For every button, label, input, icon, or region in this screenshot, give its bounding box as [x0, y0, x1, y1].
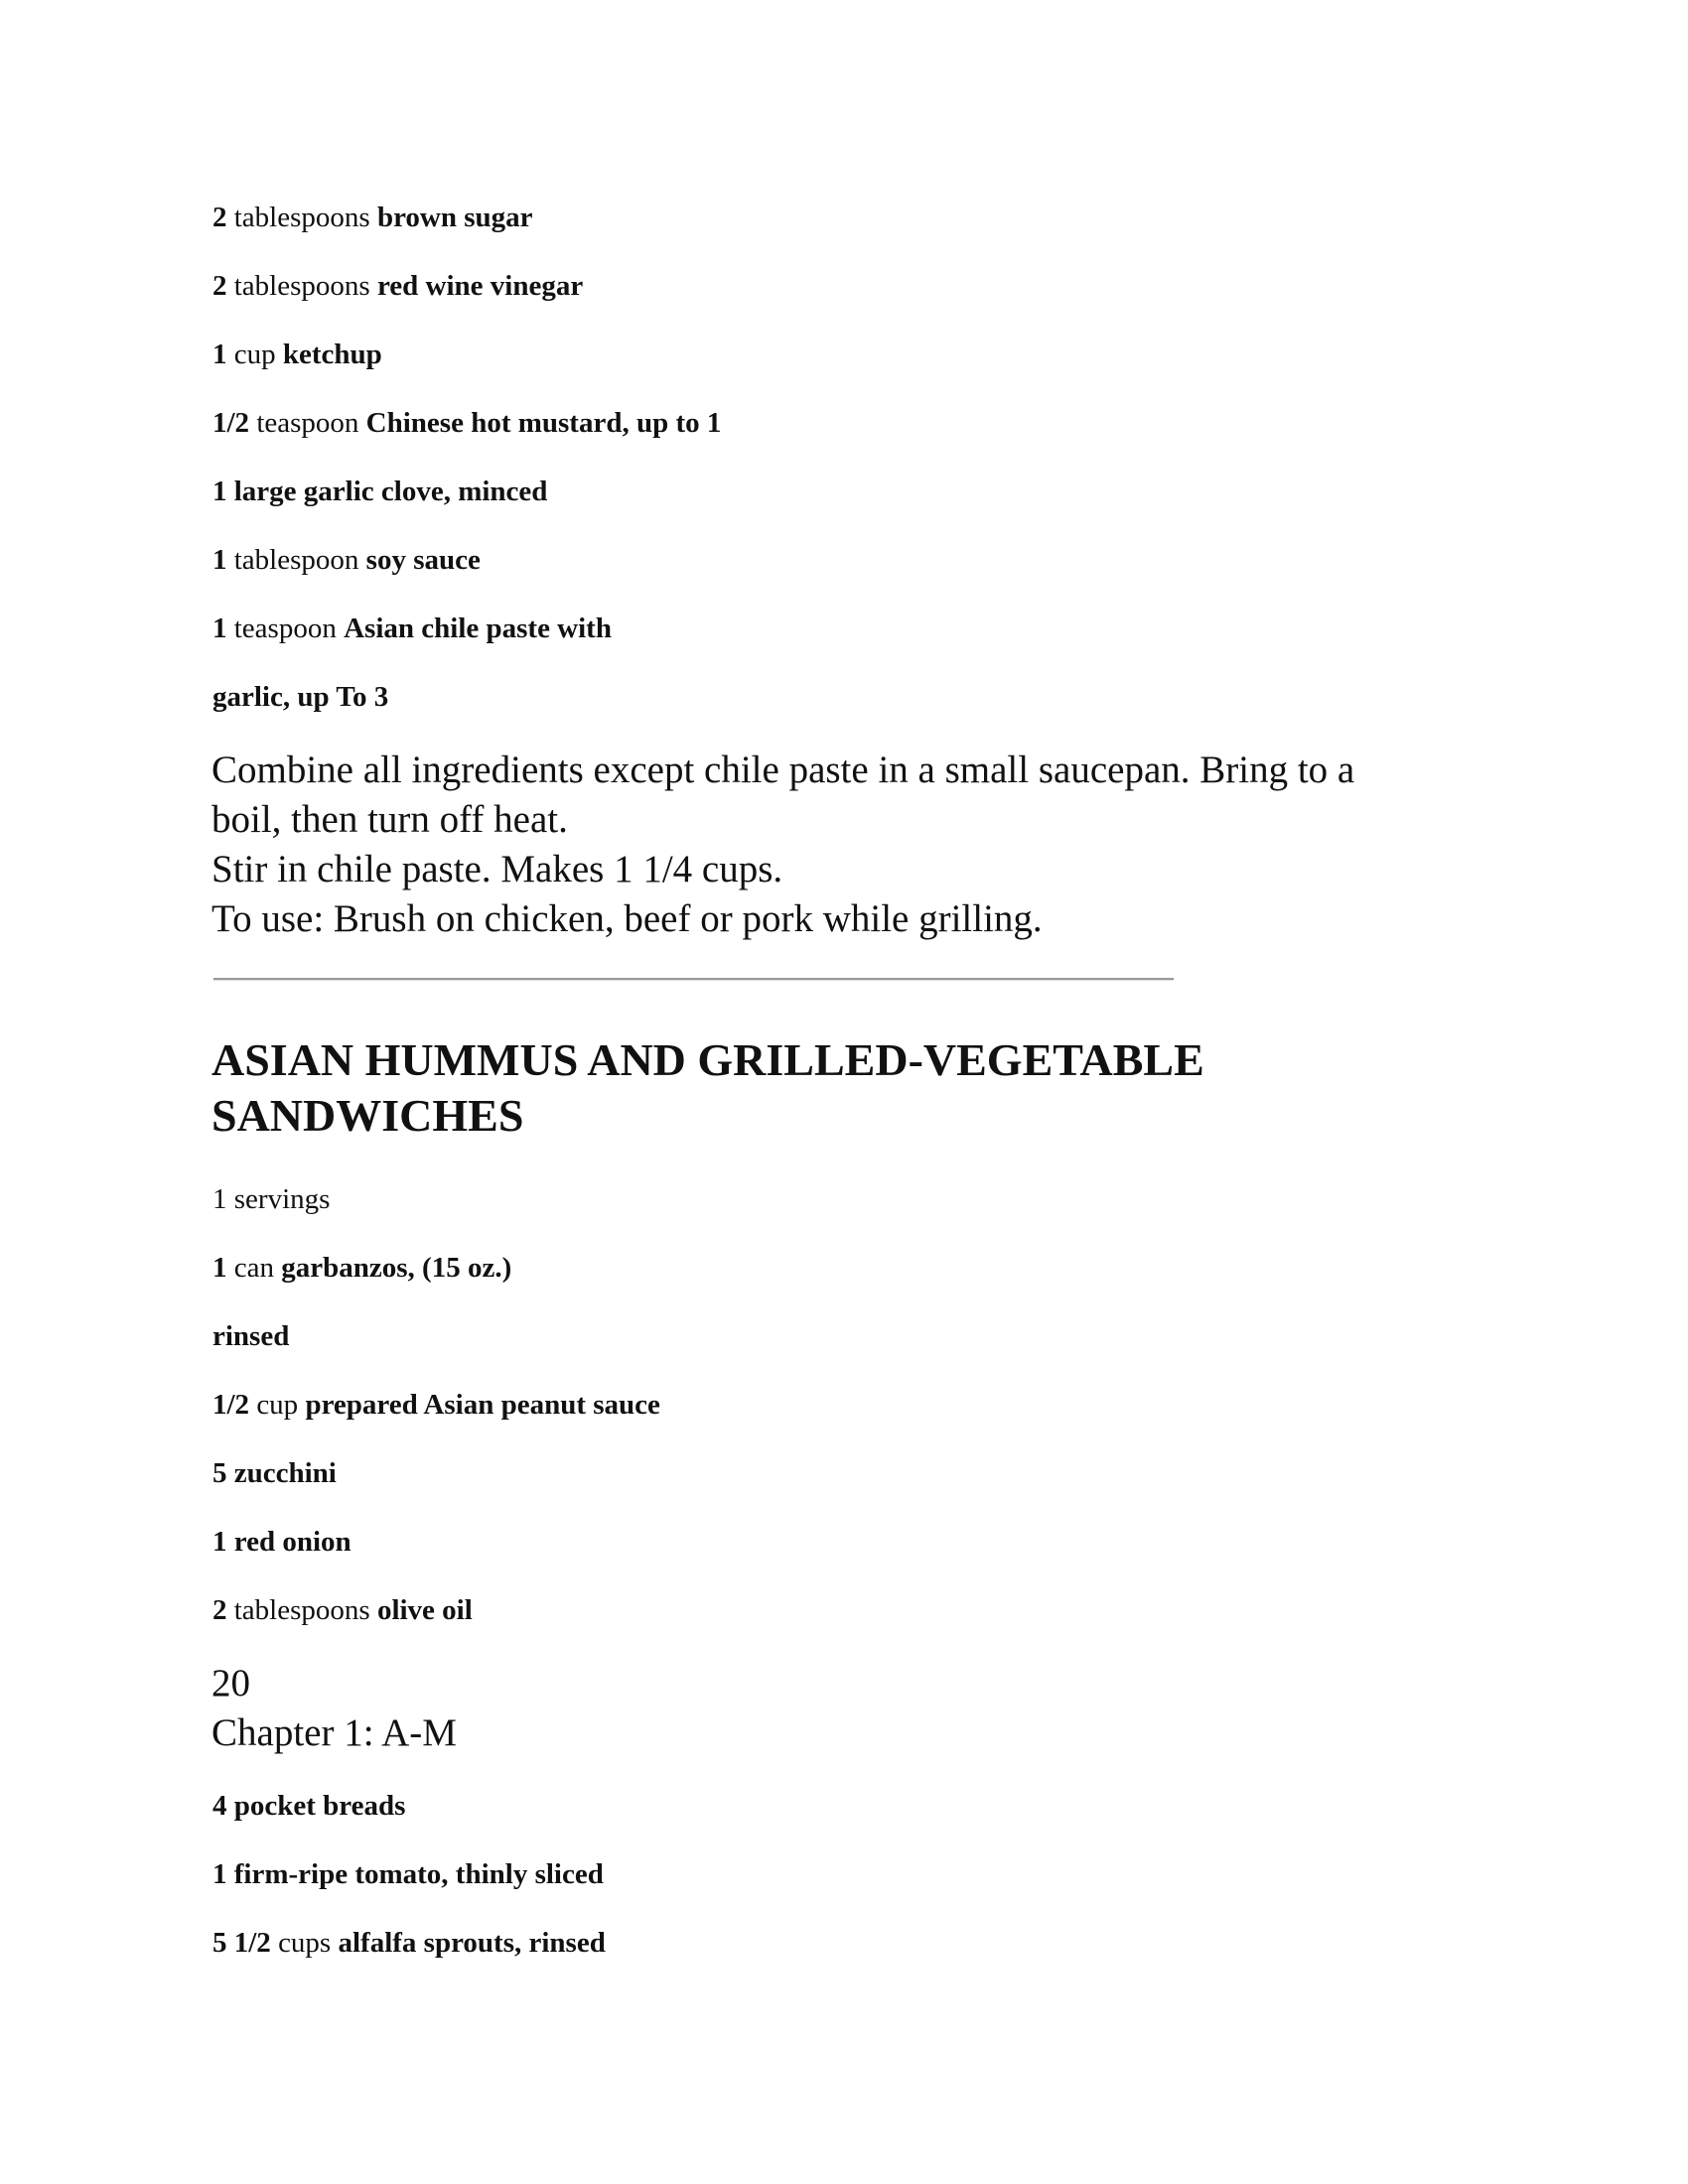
ingredient-qty: 1	[212, 1858, 227, 1890]
direction-line: boil, then turn off heat.	[211, 798, 568, 841]
recipe-title-line: ASIAN HUMMUS AND GRILLED-VEGETABLE	[211, 1034, 1204, 1085]
ingredient-line	[212, 1250, 511, 1286]
ingredient-line	[212, 1788, 405, 1824]
ingredient-line	[212, 200, 533, 235]
ingredient-item: firm-ripe tomato, thinly sliced	[233, 1858, 604, 1890]
ingredient-line	[212, 679, 388, 715]
ingredient-qty: 2	[212, 270, 227, 302]
ingredient-item: red onion	[233, 1526, 352, 1558]
ingredient-unit: tablespoon	[233, 544, 359, 576]
ingredient-unit: tablespoons	[233, 202, 370, 233]
ingredient-item: garlic, up To 3	[212, 681, 389, 713]
ingredient-qty: 1	[212, 613, 227, 644]
ingredient-item: ketchup	[282, 339, 382, 370]
ingredient-line	[212, 1318, 289, 1354]
ingredient-qty: 1	[212, 544, 227, 576]
ingredient-qty: 1/2	[212, 1389, 250, 1421]
ingredient-item: alfalfa sprouts, rinsed	[338, 1927, 606, 1959]
ingredient-qty: 1	[212, 1526, 227, 1558]
ingredient-qty: 5 1/2	[212, 1927, 271, 1959]
ingredient-line	[212, 1925, 606, 1961]
ingredient-item: red wine vinegar	[376, 270, 584, 302]
ingredient-item: pocket breads	[233, 1790, 406, 1822]
ingredient-line	[212, 1524, 352, 1560]
ingredient-item: large garlic clove, minced	[233, 476, 548, 507]
ingredient-unit: teaspoon	[233, 613, 337, 644]
ingredient-item: Asian chile paste with	[344, 613, 612, 644]
recipe-title-line: SANDWICHES	[211, 1090, 524, 1141]
ingredient-line	[212, 337, 382, 372]
ingredient-qty: 2	[212, 202, 227, 233]
direction-line: Combine all ingredients except chile paste in a small saucepan. Bring to a	[211, 749, 1355, 791]
ingredient-line	[212, 1387, 660, 1423]
ingredient-line	[212, 611, 612, 646]
ingredient-line	[212, 1455, 337, 1491]
recipe-title	[211, 1032, 1502, 1144]
ingredient-line	[212, 1856, 604, 1892]
direction-line: To use: Brush on chicken, beef or pork while grilling.	[211, 897, 1043, 940]
ingredient-item: garbanzos, (15 oz.)	[281, 1252, 512, 1284]
ingredient-unit: tablespoons	[233, 1594, 370, 1626]
ingredient-unit: cup	[256, 1389, 299, 1421]
ingredient-line	[212, 542, 481, 578]
ingredient-item: zucchini	[233, 1457, 337, 1489]
ingredient-unit: tablespoons	[233, 270, 370, 302]
direction-line: Stir in chile paste. Makes 1 1/4 cups.	[211, 848, 783, 890]
ingredient-item: Chinese hot mustard, up to 1	[365, 407, 722, 439]
ingredient-unit: cup	[233, 339, 276, 370]
ingredient-qty: 1	[212, 339, 227, 370]
ingredient-item: olive oil	[376, 1594, 473, 1626]
ingredient-line	[212, 405, 721, 441]
ingredient-unit: teaspoon	[256, 407, 359, 439]
ingredient-qty: 1	[212, 1252, 227, 1284]
section-divider	[213, 978, 1174, 981]
ingredient-qty: 1	[212, 476, 227, 507]
ingredient-qty: 1/2	[212, 407, 250, 439]
servings-text: 1 servings	[212, 1183, 331, 1215]
ingredient-item: brown sugar	[376, 202, 533, 233]
ingredient-line	[212, 474, 547, 509]
chapter-label: Chapter 1: A-M	[211, 1711, 457, 1754]
ingredient-item: soy sauce	[365, 544, 481, 576]
ingredient-item: prepared Asian peanut sauce	[305, 1389, 660, 1421]
ingredient-qty: 5	[212, 1457, 227, 1489]
ingredient-unit: can	[233, 1252, 274, 1284]
ingredient-qty: 2	[212, 1594, 227, 1626]
ingredient-qty: 4	[212, 1790, 227, 1822]
ingredient-line	[212, 268, 583, 304]
page-number: 20	[211, 1662, 250, 1705]
ingredient-unit: cups	[278, 1927, 332, 1959]
ingredient-line	[212, 1592, 473, 1628]
ingredient-item: rinsed	[212, 1320, 290, 1352]
